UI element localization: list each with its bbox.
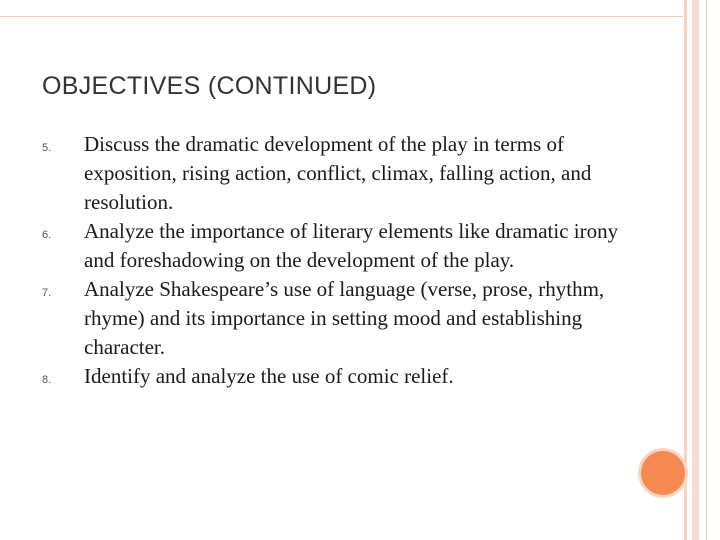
right-decor-bar-2 — [692, 0, 699, 540]
list-item — [42, 217, 642, 275]
slide-title: OBJECTIVES (CONTINUED) — [42, 72, 377, 100]
list-item — [42, 275, 642, 362]
item-text: Discuss the dramatic development of the play in terms of exposition, rising action, conflict, climax, falling action, and resolution. — [84, 132, 592, 214]
item-text: Identify and analyze the use of comic relief. — [84, 364, 454, 388]
list-item — [42, 130, 642, 217]
item-number: 6. — [42, 229, 52, 241]
item-text: Analyze Shakespeare’s use of language (verse, prose, rhythm, rhyme) and its importance in setting mood and establishing character. — [84, 277, 605, 359]
objectives-list — [42, 130, 642, 391]
right-decor-bar-1 — [684, 0, 687, 540]
item-number: 7. — [42, 287, 52, 299]
right-decor-bar-3 — [706, 0, 707, 540]
item-number: 8. — [42, 374, 52, 386]
item-number: 5. — [42, 142, 52, 154]
accent-circle-icon — [641, 451, 685, 495]
item-text: Analyze the importance of literary elements like dramatic irony and foreshadowing on the development of the play. — [84, 219, 619, 272]
top-divider — [0, 16, 683, 17]
list-item — [42, 362, 642, 391]
